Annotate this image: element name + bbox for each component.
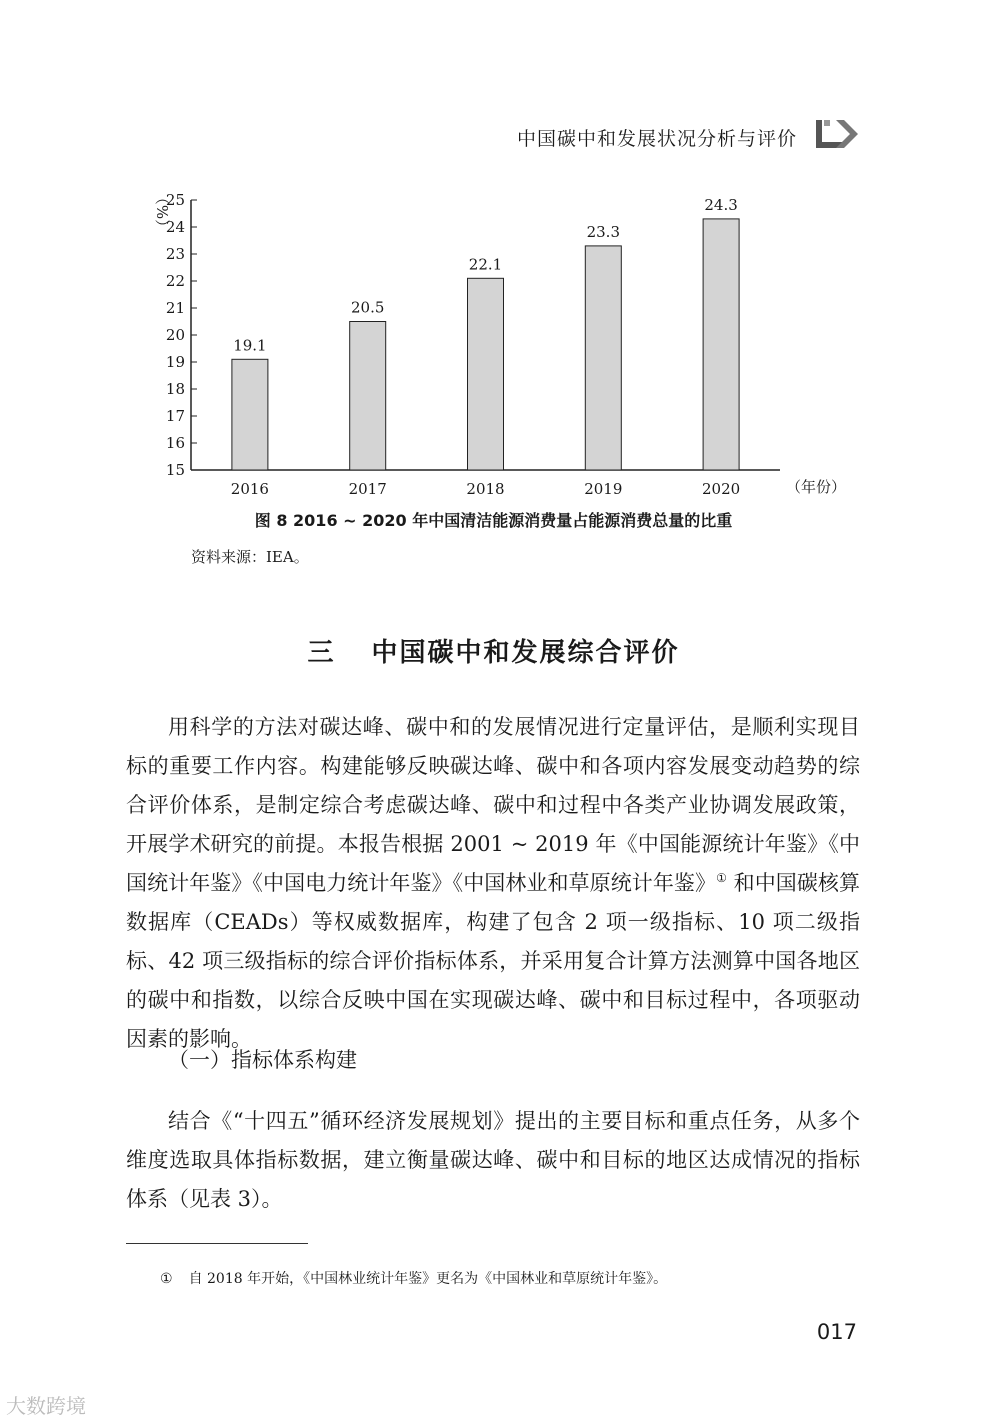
subsection-heading: （一）指标体系构建 (168, 1048, 357, 1072)
section-heading (0, 632, 987, 669)
body-paragraph-2: 结合《“十四五”循环经济发展规划》提出的主要目标和重点任务，从多个维度选取具体指标数据，建立衡量碳达峰、碳中和目标的地区达成情况的指标体系（见表 3）。 (126, 1109, 860, 1211)
x-tick-label: 2016 (230, 480, 269, 498)
x-tick-label: 2019 (584, 480, 623, 498)
y-tick-label: 16 (165, 434, 185, 452)
bar-2019 (585, 246, 621, 470)
data-label: 23.3 (586, 222, 621, 241)
watermark-text: 大数跨境 (6, 1394, 86, 1418)
x-tick-label: 2018 (466, 480, 505, 498)
x-tick-label: 2020 (702, 480, 741, 498)
x-tick-label: 2017 (348, 480, 387, 498)
bar-2018 (468, 278, 504, 470)
y-tick-label: 25 (165, 191, 185, 209)
chart-svg (130, 188, 850, 518)
section-title: 中国碳中和发展综合评价 (371, 638, 680, 668)
footnote-divider (126, 1243, 308, 1244)
y-tick-label: 24 (165, 218, 185, 236)
y-tick-label: 17 (165, 407, 185, 425)
y-tick-label: 21 (165, 299, 185, 317)
footnote-text: 自 2018 年开始，《中国林业统计年鉴》更名为《中国林业和草原统计年鉴》。 (188, 1271, 668, 1287)
header-title: 中国碳中和发展状况分析与评价 (516, 128, 797, 150)
y-tick-label: 19 (165, 353, 185, 371)
chapter-mark-icon (814, 116, 860, 150)
footnote-mark: ① (160, 1271, 173, 1287)
watermark-logo (6, 1390, 86, 1419)
data-label: 20.5 (350, 298, 385, 317)
x-axis-label: （年份） (786, 478, 847, 496)
data-label: 22.1 (468, 255, 503, 274)
x-ticks (231, 480, 740, 498)
bar-2017 (350, 322, 386, 471)
paragraph-text: 和中国碳核算数据库（CEADs）等权威数据库，构建了包含 2 项一级指标、10 项二级指标、42 项三级指标的综合评价指标体系，并采用复合计算方法测算中国各地区的碳中和指数，以综合反映中国在实现碳达峰、碳中和目标过程中，各项驱动因素的影响。 (126, 871, 861, 1051)
section-number: 三 (307, 638, 336, 668)
paragraph-text: 用科学的方法对碳达峰、碳中和的发展情况进行定量评估，是顺利实现目标的重要工作内容。构建能够反映碳达峰、碳中和各项内容发展变动趋势的综合评价体系，是制定综合考虑碳达峰、碳中和过程中各类产业协调发展政策，开展学术研究的前提。本报告根据 2001 ~ 2019 年《中国能源统计年鉴》《中国统计年鉴》《中国电力统计年鉴》《中国林业和草原统计年鉴》 (126, 715, 860, 895)
data-label: 24.3 (704, 195, 738, 214)
bar-chart (130, 188, 850, 518)
footnote (160, 1268, 667, 1288)
y-tick-label: 20 (165, 326, 185, 344)
y-tick-label: 22 (165, 272, 185, 290)
figure-source: 资料来源：IEA。 (191, 548, 309, 566)
page-number: 017 (816, 1320, 857, 1344)
y-ticks (166, 191, 197, 479)
y-tick-label: 23 (165, 245, 185, 263)
y-tick-label: 18 (165, 380, 185, 398)
body-paragraph-1 (126, 708, 860, 1059)
bar-2016 (232, 359, 268, 470)
y-tick-label: 15 (165, 461, 185, 479)
y-axis-unit: （%） (153, 189, 171, 235)
bar-2020 (703, 219, 739, 470)
footnote-reference[interactable]: ① (716, 871, 727, 885)
data-label: 19.1 (233, 336, 267, 355)
bars (232, 196, 739, 470)
figure-caption: 图 8 2016 ~ 2020 年中国清洁能源消费量占能源消费总量的比重 (254, 511, 733, 530)
